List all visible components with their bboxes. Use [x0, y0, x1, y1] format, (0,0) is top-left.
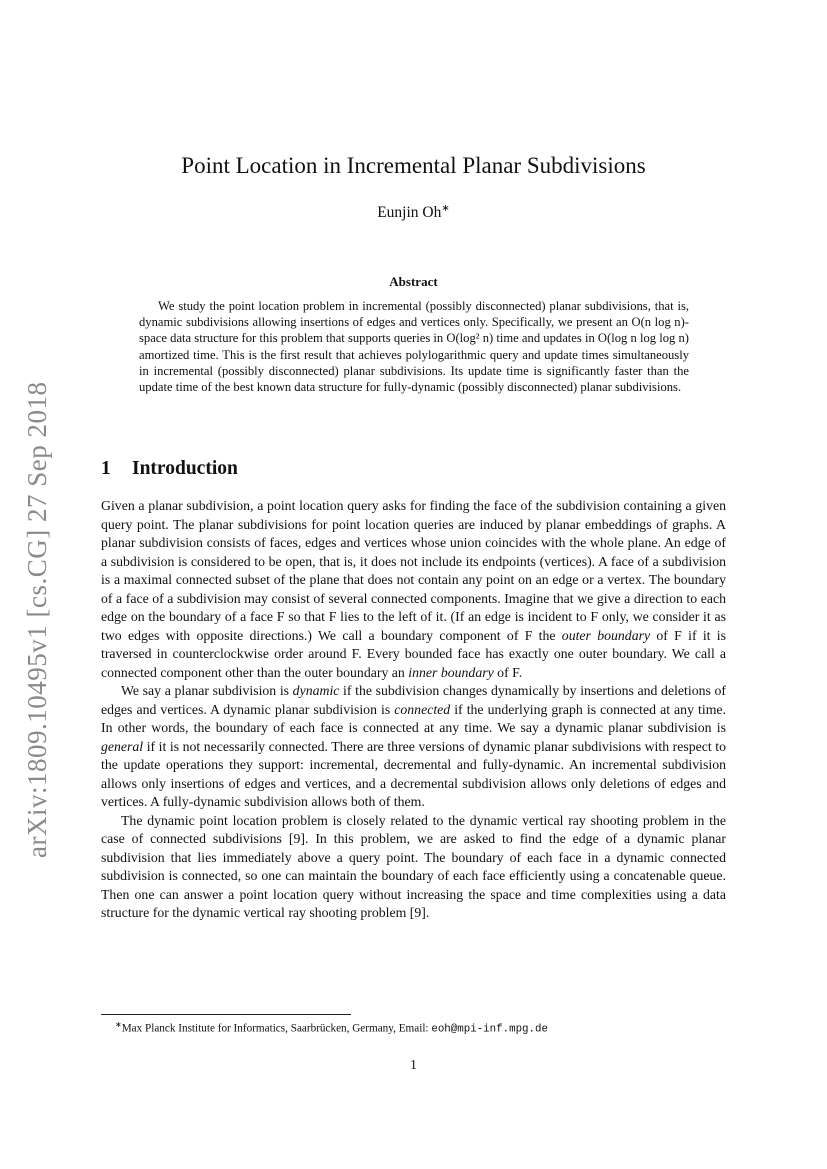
footnote — [115, 1018, 735, 1037]
emphasis: connected — [394, 701, 451, 717]
abstract-text: We study the point location problem in incremental (possibly disconnected) planar subdivisions, that is, dynamic subdivisions allowing insertions of edges and vertices only. Specifically, we present an O(n log n)-space data structure for this problem that supports queries in O(log² n) time and updates in O(log n log log n) amortized time. This is the first result that achieves polylogarithmic query and update times simultaneously in incremental (possibly disconnected) planar subdivisions. Its update time is significantly faster than the update time of the best known data structure for fully-dynamic (possibly disconnected) planar subdivisions. — [139, 299, 689, 395]
text-run: of F. — [493, 664, 523, 680]
text-run: of F if it is traversed in counterclockwise order around F. Every bounded face has exactly one outer boundary. We call a connected component other than the outer boundary an — [101, 627, 726, 680]
footnote-email-link[interactable]: eoh@mpi-inf.mpg.de — [431, 1023, 548, 1036]
section-title: Introduction — [132, 458, 238, 479]
text-run: Given a planar subdivision, a point location query asks for finding the face of the subdivision containing a given query point. The planar subdivisions for point location queries are induced by planar embeddings of graphs. A planar subdivision consists of faces, edges and vertices whose union coincides with the whole plane. An edge of a subdivision is considered to be open, that is, it does not include its endpoints (vertices). A face of a subdivision is a maximal connected subset of the plane that does not contain any point on an edge or a vertex. The boundary of a face of a subdivision may consist of several connected components. Imagine that we give a direction to each edge on the boundary of a face F so that F lies to the left of it. (If an edge is incident to F only, we consider it as two edges with opposite directions.) We call a boundary component of F the — [101, 498, 726, 643]
emphasis: inner boundary — [408, 664, 494, 680]
page-number: 1 — [410, 1057, 417, 1072]
text-run: if it is not necessarily connected. There are three versions of dynamic planar subdivisions with respect to the update operations they support: incremental, decremental and fully-dynamic. An incremental subdivision allows only insertions of edges and vertices, and a decremental subdivision allows only deletions of edges and vertices. A fully-dynamic subdivision allows both of them. — [101, 738, 726, 809]
author-name: Eunjin Oh — [377, 204, 442, 222]
emphasis: general — [101, 738, 144, 754]
author-footnote-mark: ∗ — [441, 203, 450, 214]
text-run: if the subdivision changes dynamically by insertions and deletions of edges and vertices. A dynamic planar subdivision is — [101, 683, 726, 717]
author — [0, 203, 827, 222]
footnote-divider — [101, 1014, 351, 1015]
text-run: We say a planar subdivision is — [121, 683, 293, 698]
section-number: 1 — [101, 458, 111, 479]
text-run: if the underlying graph is connected at any time. In other words, the boundary of each face is connected at any time. We say a dynamic planar subdivision is — [101, 701, 726, 735]
footnote-mark: ∗ — [115, 1020, 122, 1029]
footnote-text: Max Planck Institute for Informatics, Saarbrücken, Germany, Email: — [121, 1022, 432, 1035]
paragraph — [101, 682, 726, 812]
body-text — [101, 497, 726, 923]
paper-title: Point Location in Incremental Planar Subdivisions — [181, 153, 646, 178]
abstract-heading: Abstract — [389, 274, 438, 289]
section-heading — [101, 458, 238, 480]
arxiv-identifier: arXiv:1809.10495v1 [cs.CG] 27 Sep 2018 — [22, 381, 52, 858]
emphasis: dynamic — [292, 683, 340, 698]
paragraph — [101, 497, 726, 682]
emphasis: outer boundary — [561, 627, 651, 643]
paragraph: The dynamic point location problem is closely related to the dynamic vertical ray shooting problem in the case of connected subdivisions [9]. In this problem, we are asked to find the edge of a dynamic planar subdivision that lies immediately above a query point. The boundary of each face in a dynamic connected subdivision is connected, so one can maintain the boundary of each face efficiently using a concatenable queue. Then one can answer a point location query without increasing the space and time complexities using a data structure for the dynamic vertical ray shooting problem [9]. — [101, 812, 726, 920]
